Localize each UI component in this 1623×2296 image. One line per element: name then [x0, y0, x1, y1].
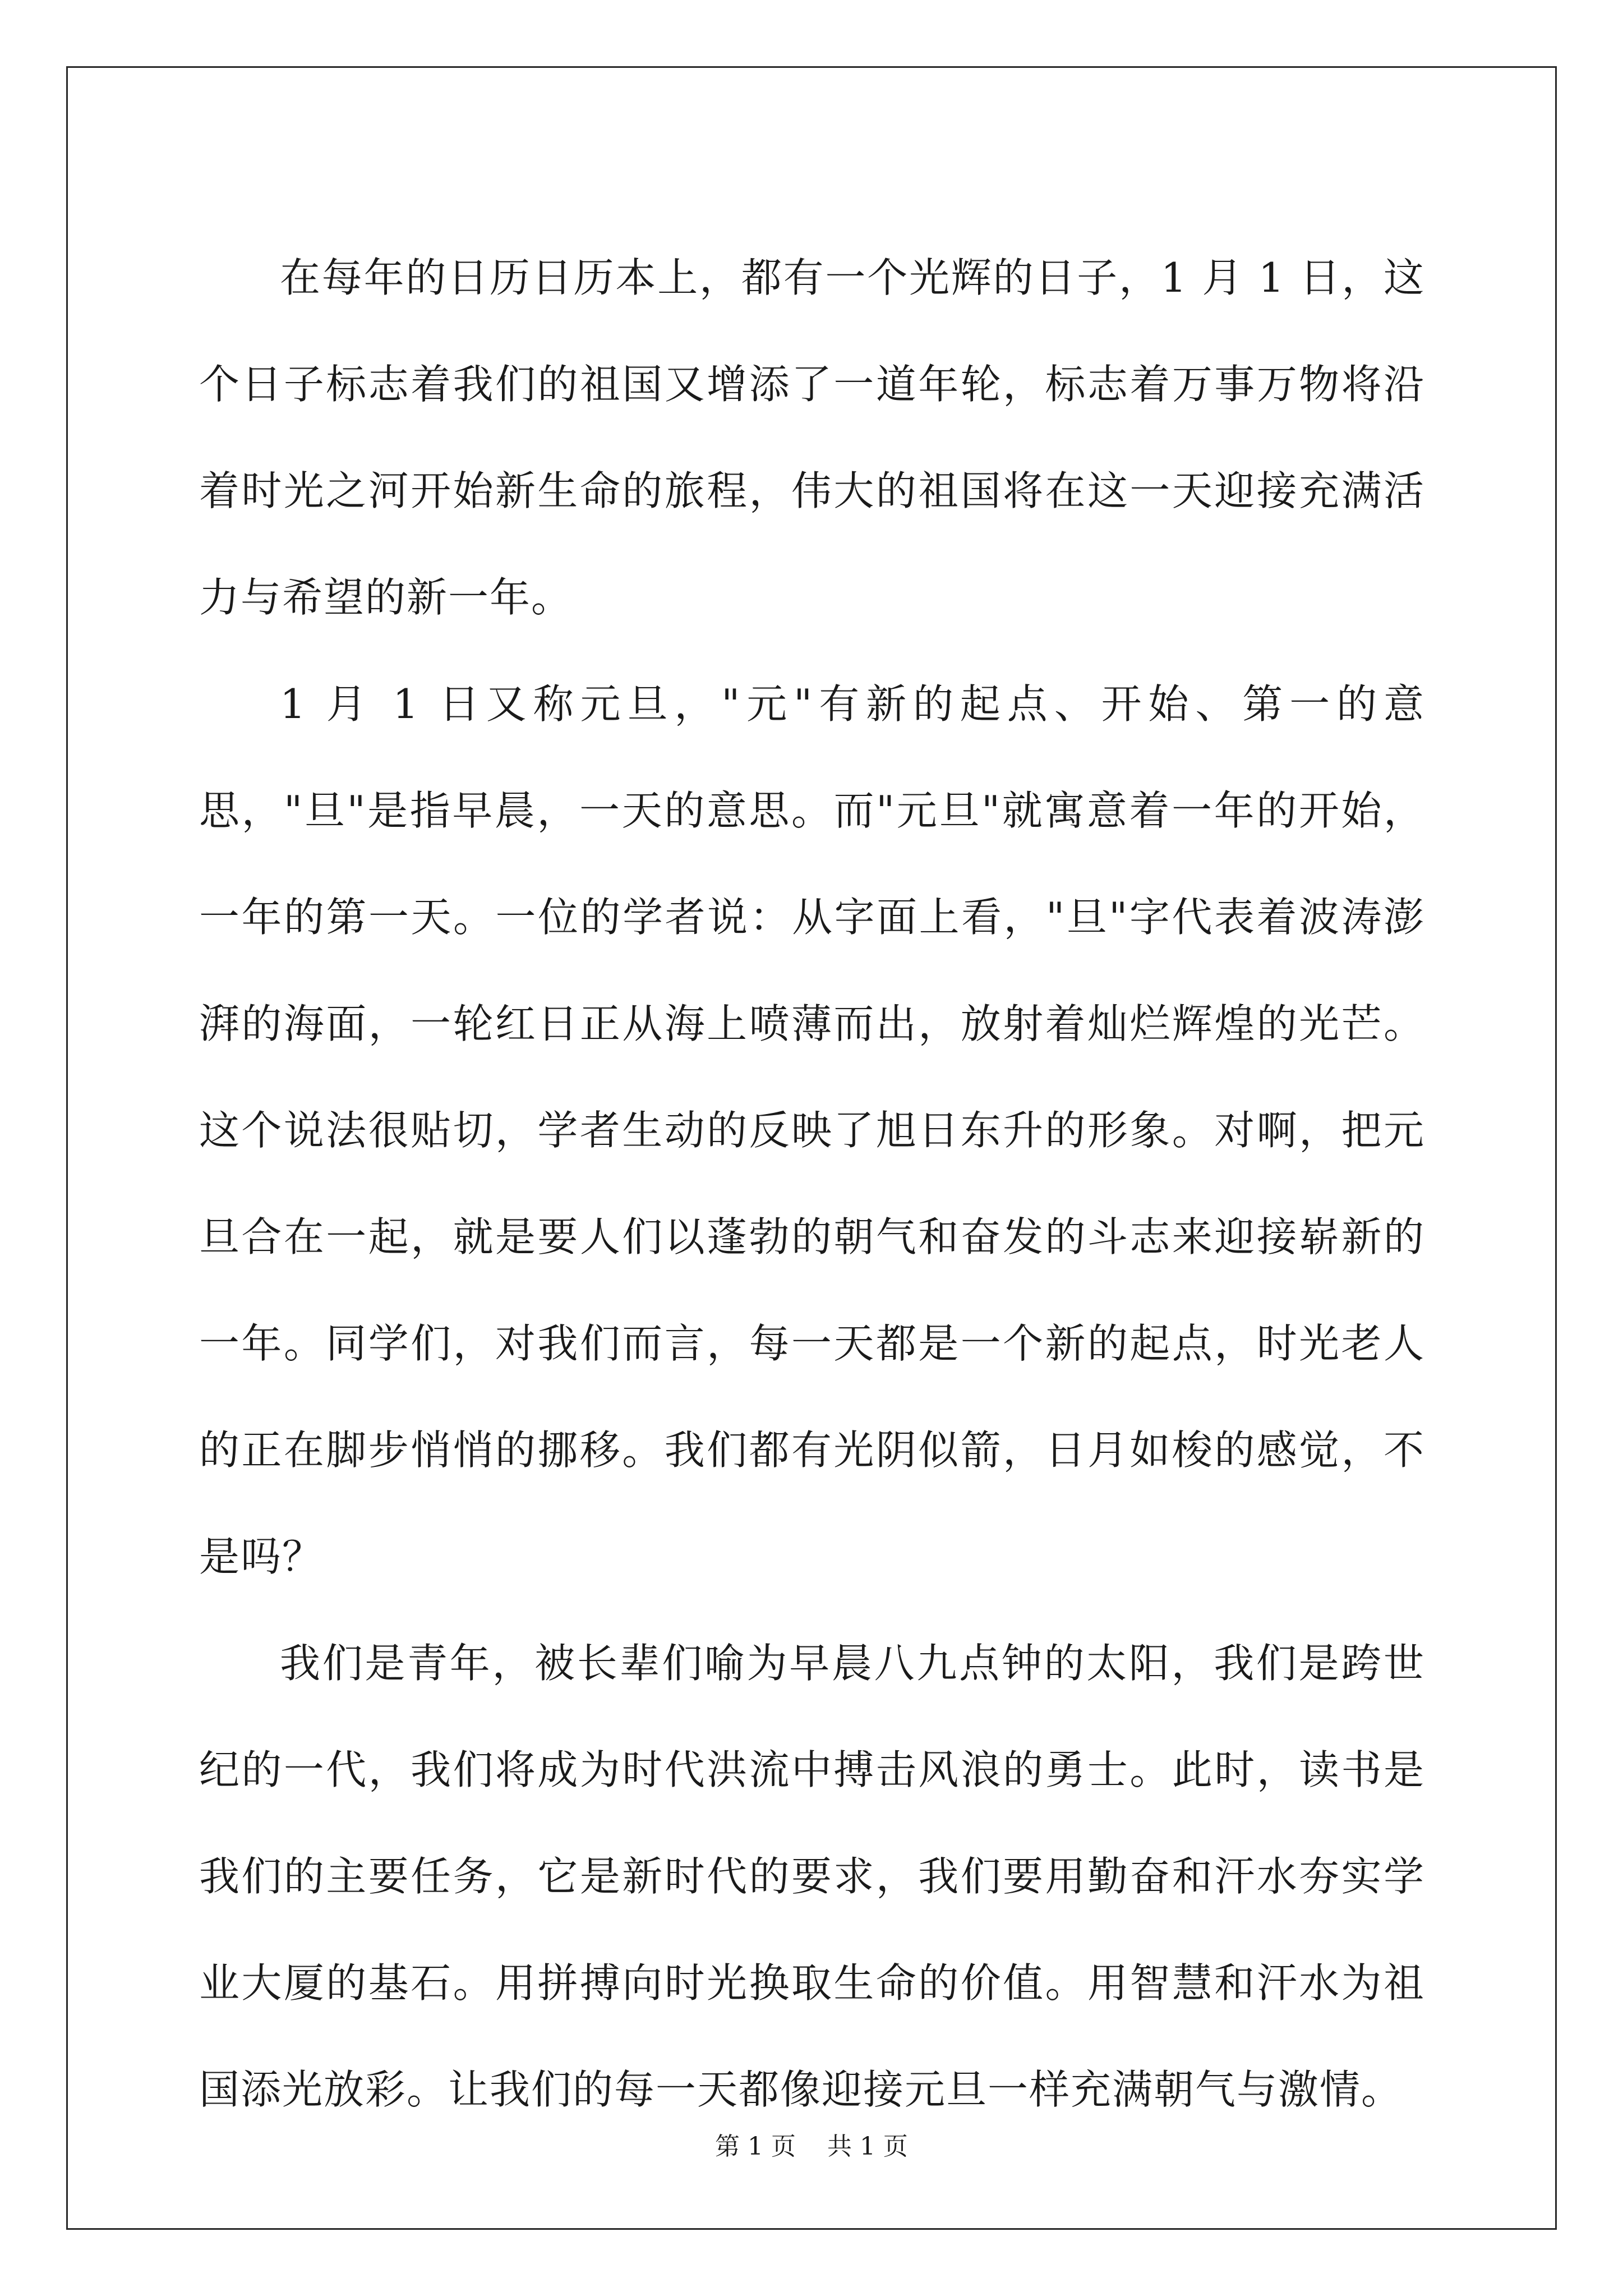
- paragraph-2: 1 月 1 日又称元旦，"元"有新的起点、开始、第一的意思，"旦"是指早晨，一天的意思。而"元旦"就寓意着一年的开始，一年的第一天。一位的学者说：从字面上看，"旦"字代表着波涛澎湃的海面，一轮红日正从海上喷薄而出，放射着灿烂辉煌的光芒。这个说法很贴切，学者生动的反映了旭日东升的形象。对啊，把元旦合在一起，就是要人们以蓬勃的朝气和奋发的斗志来迎接崭新的一年。同学们，对我们而言，每一天都是一个新的起点，时光老人的正在脚步悄悄的挪移。我们都有光阴似箭，日月如梭的感觉，不是吗？: [199, 680, 1425, 1580]
- page-footer: 第 1 页 共 1 页: [715, 2132, 908, 2161]
- paragraph-3: 我们是青年，被长辈们喻为早晨八九点钟的太阳，我们是跨世纪的一代，我们将成为时代洪流中搏击风浪的勇士。此时，读书是我们的主要任务，它是新时代的要求，我们要用勤奋和汗水夯实学业大厦的基石。用拼搏向时光换取生命的价值。用智慧和汗水为祖国添光放彩。让我们的每一天都像迎接元旦一样充满朝气与激情。: [199, 1640, 1425, 2113]
- document-body: [199, 224, 1425, 2143]
- paragraph-1: 在每年的日历日历本上，都有一个光辉的日子，1 月 1 日，这个日子标志着我们的祖国又增添了一道年轮，标志着万事万物将沿着时光之河开始新生命的旅程，伟大的祖国将在这一天迎接充满活力与希望的新一年。: [199, 254, 1425, 621]
